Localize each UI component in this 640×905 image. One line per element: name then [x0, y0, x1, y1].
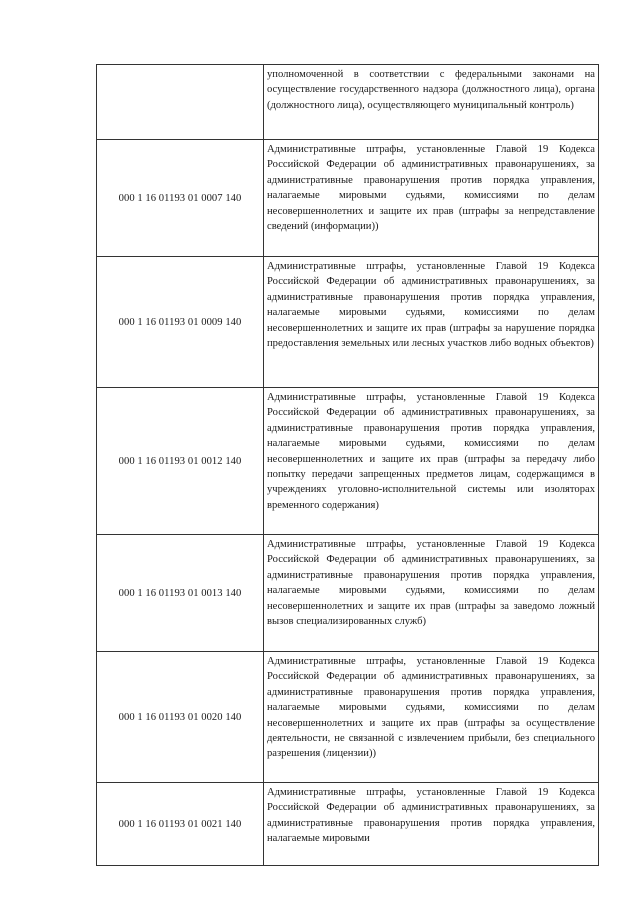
description-cell: Административные штрафы, установленные Главой 19 Кодекса Российской Федерации об административных правонарушениях, за административные правонарушения против порядка управления, налагаемые мировыми судьями, комиссиями по делам несовершеннолетних и защите их прав (штрафы за передачу либо попытку передачи запрещенных предметов лицам, содержащимся в учреждениях уголовно-исполнительной системы или изоляторах временного содержания) — [264, 388, 599, 535]
description-cell: Административные штрафы, установленные Главой 19 Кодекса Российской Федерации об административных правонарушениях, за административные правонарушения против порядка управления, налагаемые мировыми судьями, комиссиями по делам несовершеннолетних и защите их прав (штрафы за непредставление сведений (информации)) — [264, 140, 599, 257]
code-cell: 000 1 16 01193 01 0020 140 — [97, 652, 264, 783]
code-cell: 000 1 16 01193 01 0013 140 — [97, 535, 264, 652]
table-row — [97, 652, 599, 783]
table-row — [97, 535, 599, 652]
budget-codes-table — [96, 64, 599, 866]
table-row — [97, 140, 599, 257]
description-cell: Административные штрафы, установленные Главой 19 Кодекса Российской Федерации об административных правонарушениях, за административные правонарушения против порядка управления, налагаемые мировыми судьями, комиссиями по делам несовершеннолетних и защите их прав (штрафы за нарушение порядка предоставления земельных или лесных участков либо водных объектов) — [264, 257, 599, 388]
code-cell: 000 1 16 01193 01 0021 140 — [97, 783, 264, 866]
description-cell: Административные штрафы, установленные Главой 19 Кодекса Российской Федерации об административных правонарушениях, за административные правонарушения против порядка управления, налагаемые мировыми судьями, комиссиями по делам несовершеннолетних и защите их прав (штрафы за осуществление деятельности, не связанной с извлечением прибыли, без специального разрешения (лицензии)) — [264, 652, 599, 783]
code-cell: 000 1 16 01193 01 0009 140 — [97, 257, 264, 388]
table-row — [97, 257, 599, 388]
table-row — [97, 388, 599, 535]
description-cell: Административные штрафы, установленные Главой 19 Кодекса Российской Федерации об административных правонарушениях, за административные правонарушения против порядка управления, налагаемые мировыми — [264, 783, 599, 866]
code-cell: 000 1 16 01193 01 0007 140 — [97, 140, 264, 257]
code-cell: 000 1 16 01193 01 0012 140 — [97, 388, 264, 535]
table-row — [97, 65, 599, 140]
table-row — [97, 783, 599, 866]
code-cell — [97, 65, 264, 140]
description-cell: Административные штрафы, установленные Главой 19 Кодекса Российской Федерации об административных правонарушениях, за административные правонарушения против порядка управления, налагаемые мировыми судьями, комиссиями по делам несовершеннолетних и защите их прав (штрафы за заведомо ложный вызов специализированных служб) — [264, 535, 599, 652]
description-cell: уполномоченной в соответствии с федеральными законами на осуществление государственного надзора (должностного лица), органа (должностного лица), осуществляющего муниципальный контроль) — [264, 65, 599, 140]
